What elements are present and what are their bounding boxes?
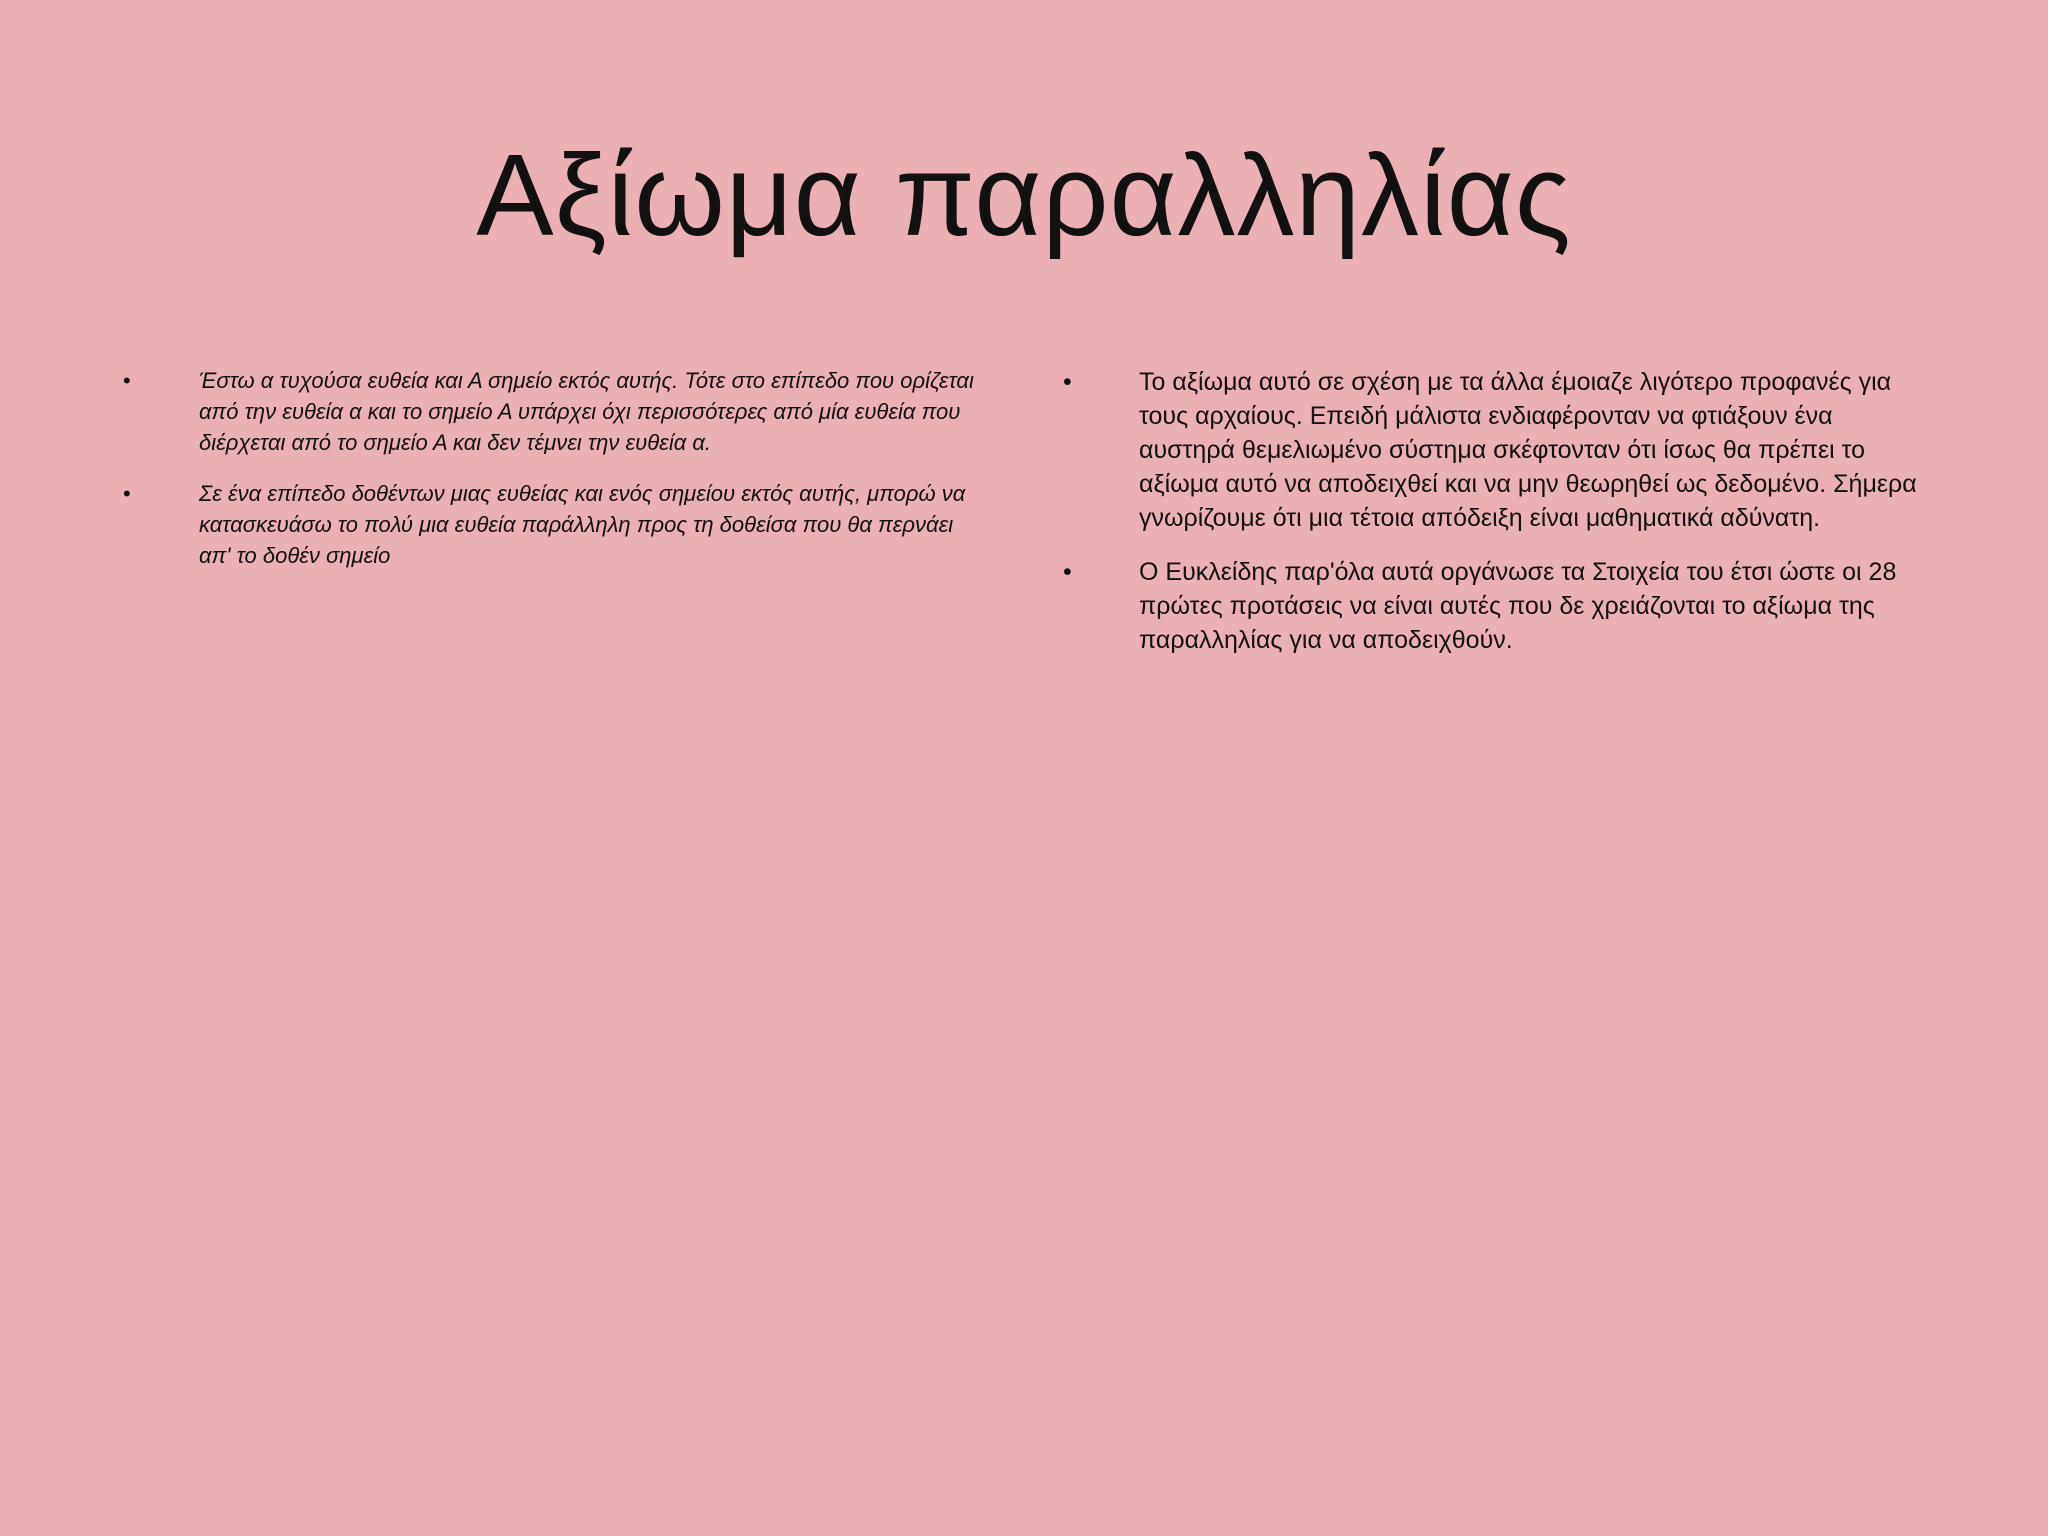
bullet-icon: •: [123, 368, 131, 393]
bullet-text: Το αξίωμα αυτό σε σχέση με τα άλλα έμοιαζε λιγότερο προφανές για τους αρχαίους. Επειδή μάλιστα ενδιαφέρονταν να φτιάξουν ένα αυστηρά θεμελιωμένο σύστημα σκέφτονταν ότι ίσως θα πρέπει το αξίωμα αυτό να αποδειχθεί και να μην θεωρηθεί ως δεδομένο. Σήμερα γνωρίζουμε ότι μια τέτοια απόδειξη είναι μαθηματικά αδύνατη.: [1139, 368, 1917, 532]
bullet-text: Σε ένα επίπεδο δοθέντων μιας ευθείας και ενός σημείου εκτός αυτής, μπορώ να κατασκευάσω το πολύ μια ευθεία παράλληλη προς τη δοθείσα που θα περνάει απ' το δοθέν σημείο: [199, 481, 966, 568]
right-bullet-list: [1055, 365, 1935, 677]
bullet-text: Έστω α τυχούσα ευθεία και Α σημείο εκτός αυτής. Τότε στο επίπεδο που ορίζεται από την ευθεία α και το σημείο Α υπάρχει όχι περισσότερες από μία ευθεία που διέρχεται από το σημείο Α και δεν τέμνει την ευθεία α.: [199, 368, 974, 455]
list-item: [1055, 365, 1935, 535]
list-item: [115, 478, 975, 571]
list-item: [1055, 555, 1935, 657]
left-bullet-list: [115, 365, 975, 591]
list-item: [115, 365, 975, 458]
bullet-text: Ο Ευκλείδης παρ'όλα αυτά οργάνωσε τα Στοιχεία του έτσι ώστε οι 28 πρώτες προτάσεις να είναι αυτές που δε χρειάζονται το αξίωμα της παραλληλίας για να αποδειχθούν.: [1139, 558, 1897, 654]
bullet-icon: •: [1063, 558, 1072, 586]
bullet-icon: •: [1063, 368, 1072, 396]
bullet-icon: •: [123, 481, 131, 506]
slide-title: Αξίωμα παραλληλίας: [476, 130, 1572, 260]
